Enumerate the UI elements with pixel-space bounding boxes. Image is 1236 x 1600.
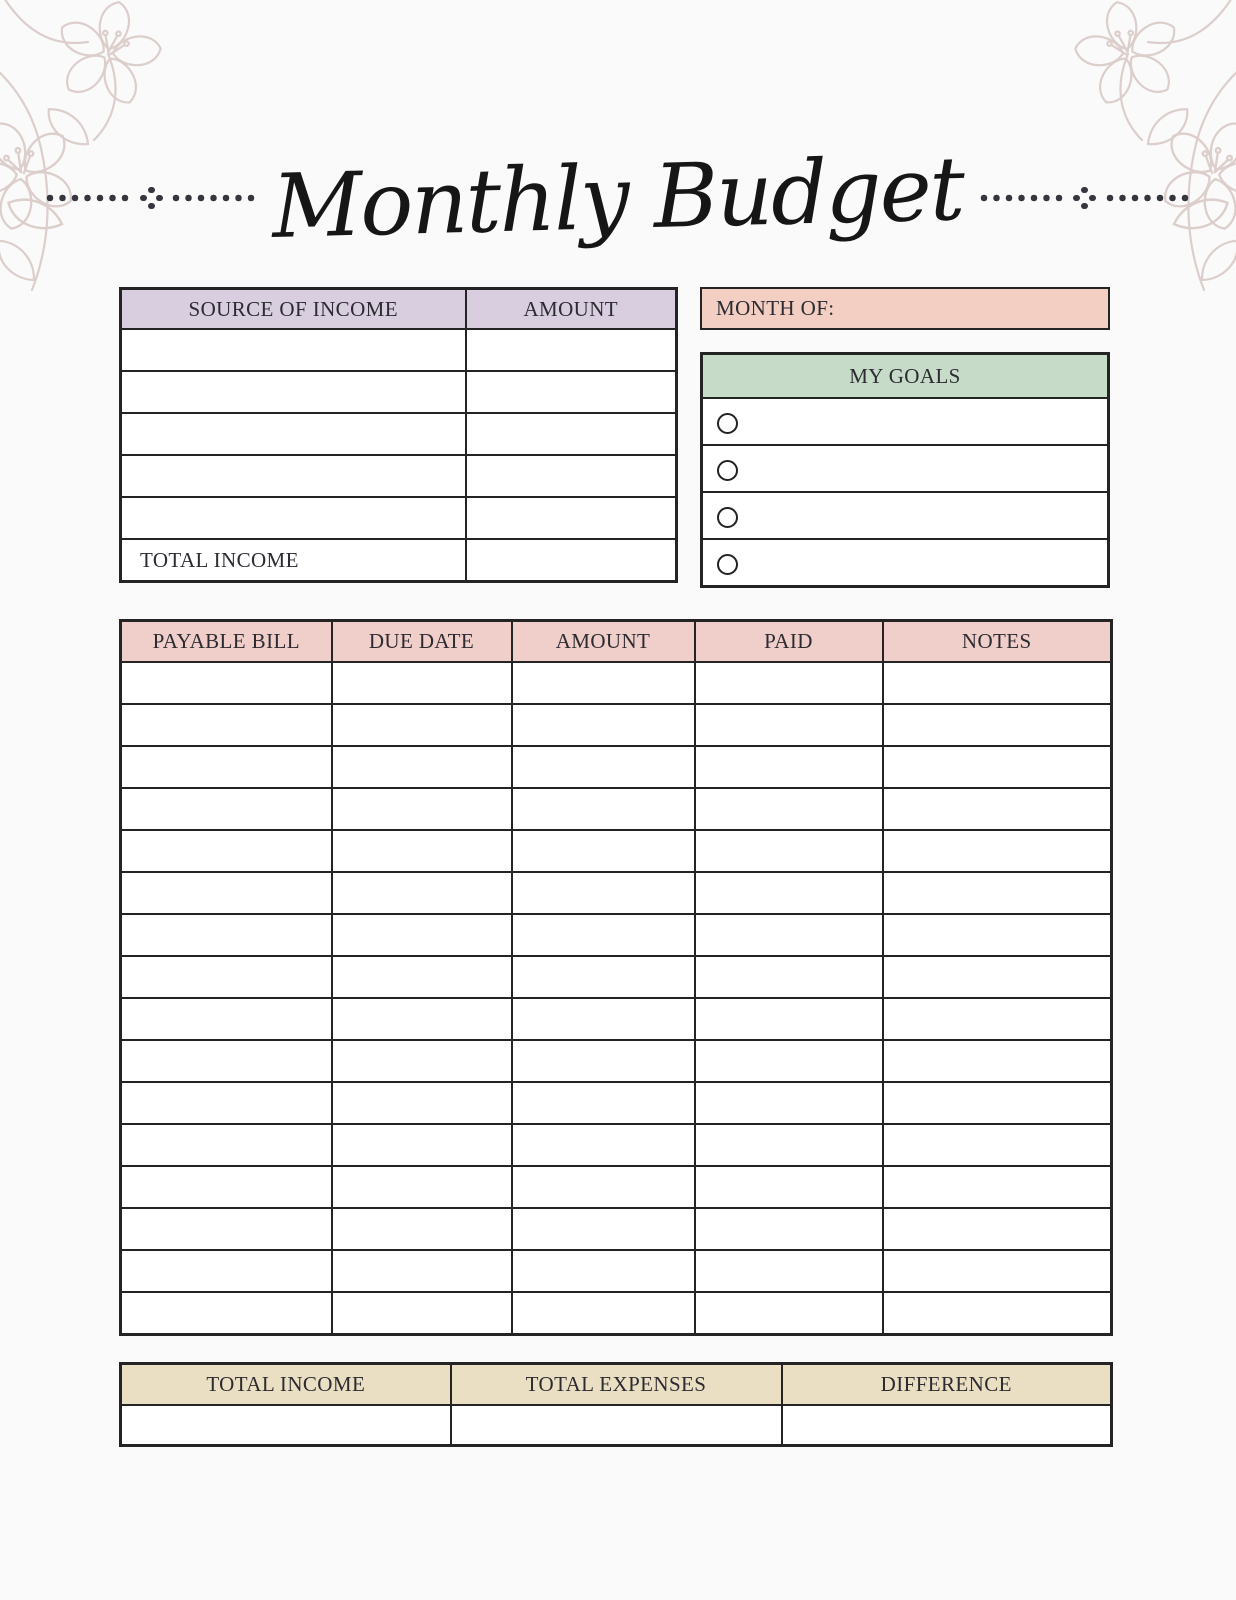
income-row — [121, 371, 677, 413]
bill-cell-empty — [121, 914, 332, 956]
bill-row — [121, 1292, 1112, 1335]
bill-row — [121, 872, 1112, 914]
page-title: Monthly Budget — [271, 136, 965, 259]
bill-cell-empty — [121, 956, 332, 998]
dotted-line-icon — [172, 194, 256, 202]
bill-cell-empty — [512, 872, 695, 914]
summary-total-expenses-cell — [451, 1405, 782, 1446]
bill-cell-empty — [512, 830, 695, 872]
income-total-row — [121, 539, 677, 582]
bill-cell-empty — [121, 662, 332, 704]
bill-cell-empty — [121, 872, 332, 914]
bill-cell-empty — [512, 1040, 695, 1082]
bill-cell-empty — [695, 1208, 883, 1250]
bills-table — [119, 619, 1113, 1336]
bill-cell-empty — [121, 1040, 332, 1082]
goal-circle-icon — [717, 507, 738, 528]
bill-row — [121, 788, 1112, 830]
income-cell-empty — [121, 413, 466, 455]
bill-cell-empty — [121, 830, 332, 872]
bill-cell-empty — [332, 746, 512, 788]
bill-cell-empty — [121, 1082, 332, 1124]
title-row — [0, 118, 1236, 278]
income-cell-empty — [466, 497, 677, 539]
bill-cell-empty — [695, 914, 883, 956]
bill-cell-empty — [695, 704, 883, 746]
bill-cell-empty — [695, 746, 883, 788]
bill-cell-empty — [332, 1040, 512, 1082]
bill-cell-empty — [332, 830, 512, 872]
bill-cell-empty — [695, 662, 883, 704]
bill-cell-empty — [332, 1292, 512, 1335]
bill-row — [121, 1166, 1112, 1208]
income-cell-empty — [466, 455, 677, 497]
bill-cell-empty — [695, 998, 883, 1040]
bill-cell-empty — [121, 1250, 332, 1292]
income-row — [121, 329, 677, 371]
bill-cell-empty — [121, 1208, 332, 1250]
income-cell-empty — [466, 413, 677, 455]
bill-row — [121, 914, 1112, 956]
bills-header-notes: NOTES — [883, 621, 1112, 663]
bill-row — [121, 1124, 1112, 1166]
summary-header-difference: DIFFERENCE — [782, 1364, 1112, 1406]
bill-row — [121, 998, 1112, 1040]
goal-circle-icon — [717, 413, 738, 434]
month-of-label: MONTH OF: — [716, 296, 835, 320]
bill-cell-empty — [512, 788, 695, 830]
income-cell-empty — [121, 455, 466, 497]
bill-cell-empty — [121, 1292, 332, 1335]
bill-cell-empty — [512, 1166, 695, 1208]
goals-table — [700, 352, 1110, 588]
bill-cell-empty — [332, 1208, 512, 1250]
goals-header-row — [702, 354, 1109, 399]
goal-circle-icon — [717, 554, 738, 575]
bill-cell-empty — [695, 1124, 883, 1166]
summary-header-row — [121, 1364, 1112, 1406]
bill-row — [121, 1250, 1112, 1292]
goal-row — [702, 492, 1109, 539]
goal-row — [702, 445, 1109, 492]
dotted-line-icon — [980, 194, 1064, 202]
bill-cell-empty — [883, 872, 1112, 914]
bills-header-paid: PAID — [695, 621, 883, 663]
bill-row — [121, 662, 1112, 704]
bill-cell-empty — [512, 746, 695, 788]
bill-cell-empty — [512, 914, 695, 956]
income-row — [121, 413, 677, 455]
goal-cell — [702, 539, 1109, 587]
bill-row — [121, 830, 1112, 872]
income-header-row — [121, 289, 677, 330]
bill-cell-empty — [883, 1166, 1112, 1208]
bill-cell-empty — [883, 1082, 1112, 1124]
bills-header-row — [121, 621, 1112, 663]
income-total-label: TOTAL INCOME — [121, 539, 466, 582]
bill-row — [121, 956, 1112, 998]
bill-cell-empty — [695, 1166, 883, 1208]
bill-cell-empty — [332, 956, 512, 998]
bill-cell-empty — [121, 1124, 332, 1166]
bill-cell-empty — [512, 1292, 695, 1335]
goal-row — [702, 539, 1109, 587]
income-cell-empty — [121, 329, 466, 371]
income-cell-empty — [466, 371, 677, 413]
bill-cell-empty — [695, 1082, 883, 1124]
income-cell-empty — [121, 371, 466, 413]
bill-cell-empty — [695, 1250, 883, 1292]
bill-cell-empty — [883, 956, 1112, 998]
bill-cell-empty — [512, 1082, 695, 1124]
diamond-dots-icon — [139, 186, 163, 210]
bill-row — [121, 746, 1112, 788]
bill-cell-empty — [512, 704, 695, 746]
diamond-dots-icon — [1073, 186, 1097, 210]
dots-ornament-right — [980, 186, 1190, 210]
bill-cell-empty — [883, 746, 1112, 788]
bill-row — [121, 1208, 1112, 1250]
bill-cell-empty — [332, 872, 512, 914]
bill-cell-empty — [332, 1166, 512, 1208]
income-row — [121, 455, 677, 497]
summary-value-row — [121, 1405, 1112, 1446]
month-of-box — [700, 287, 1110, 330]
bill-cell-empty — [695, 788, 883, 830]
summary-table — [119, 1362, 1113, 1447]
bill-cell-empty — [332, 998, 512, 1040]
bill-cell-empty — [695, 830, 883, 872]
bill-cell-empty — [121, 998, 332, 1040]
goal-cell — [702, 398, 1109, 445]
summary-difference-cell — [782, 1405, 1112, 1446]
goal-row — [702, 398, 1109, 445]
bill-cell-empty — [332, 1124, 512, 1166]
income-header-source: SOURCE OF INCOME — [121, 289, 466, 330]
dotted-line-icon — [46, 194, 130, 202]
bill-cell-empty — [695, 872, 883, 914]
dots-ornament-left — [46, 186, 256, 210]
goals-title: MY GOALS — [702, 354, 1109, 399]
bill-cell-empty — [512, 956, 695, 998]
income-cell-empty — [121, 497, 466, 539]
bill-cell-empty — [695, 1040, 883, 1082]
goal-circle-icon — [717, 460, 738, 481]
bill-cell-empty — [121, 788, 332, 830]
bills-header-due-date: DUE DATE — [332, 621, 512, 663]
bills-header-payable-bill: PAYABLE BILL — [121, 621, 332, 663]
summary-total-income-cell — [121, 1405, 451, 1446]
bill-cell-empty — [121, 1166, 332, 1208]
bill-cell-empty — [512, 662, 695, 704]
income-table — [119, 287, 678, 583]
bill-cell-empty — [883, 788, 1112, 830]
summary-header-total-income: TOTAL INCOME — [121, 1364, 451, 1406]
income-cell-empty — [466, 329, 677, 371]
bill-cell-empty — [332, 662, 512, 704]
income-header-amount: AMOUNT — [466, 289, 677, 330]
bill-cell-empty — [883, 704, 1112, 746]
bill-cell-empty — [883, 1292, 1112, 1335]
bill-cell-empty — [512, 998, 695, 1040]
bill-cell-empty — [121, 704, 332, 746]
bills-header-amount: AMOUNT — [512, 621, 695, 663]
bill-cell-empty — [883, 998, 1112, 1040]
goal-cell — [702, 492, 1109, 539]
goal-cell — [702, 445, 1109, 492]
income-row — [121, 497, 677, 539]
bill-cell-empty — [332, 704, 512, 746]
bill-cell-empty — [883, 1208, 1112, 1250]
dotted-line-icon — [1106, 194, 1190, 202]
bill-row — [121, 1082, 1112, 1124]
bill-cell-empty — [883, 1040, 1112, 1082]
bill-cell-empty — [121, 746, 332, 788]
bill-cell-empty — [512, 1208, 695, 1250]
bill-row — [121, 1040, 1112, 1082]
bill-cell-empty — [332, 1082, 512, 1124]
bill-cell-empty — [512, 1250, 695, 1292]
bill-cell-empty — [332, 1250, 512, 1292]
bill-row — [121, 704, 1112, 746]
summary-header-total-expenses: TOTAL EXPENSES — [451, 1364, 782, 1406]
income-total-amount-cell — [466, 539, 677, 582]
bill-cell-empty — [512, 1124, 695, 1166]
bill-cell-empty — [883, 1250, 1112, 1292]
bill-cell-empty — [883, 662, 1112, 704]
bill-cell-empty — [332, 788, 512, 830]
bill-cell-empty — [695, 956, 883, 998]
bill-cell-empty — [332, 914, 512, 956]
bill-cell-empty — [883, 1124, 1112, 1166]
bill-cell-empty — [883, 914, 1112, 956]
bill-cell-empty — [883, 830, 1112, 872]
bill-cell-empty — [695, 1292, 883, 1335]
